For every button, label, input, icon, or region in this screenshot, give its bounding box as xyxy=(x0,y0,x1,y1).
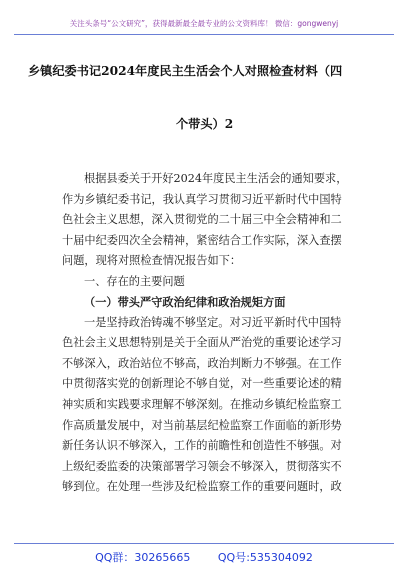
body-line: 上级纪委监委的决策部署学习领会不够深入，贯彻落实不 xyxy=(62,459,342,473)
subsection-heading: （一）带头严守政治纪律和政治规矩方面 xyxy=(84,295,286,310)
body-line: 十届中纪委四次全会精神，紧密结合工作实际，深入查摆 xyxy=(62,233,342,247)
footer-contact xyxy=(0,549,408,565)
header-banner: 关注头条号“公文研究”，获得最新最全最专业的公文资料库！ 微信：gongwenyj xyxy=(69,19,339,28)
section-heading: 一、存在的主要问题 xyxy=(84,274,185,288)
body-line: 新任务认识不够深入，工作的前瞻性和创造性不够强。对 xyxy=(62,439,342,453)
document-body xyxy=(62,169,362,498)
qq-group-text: QQ群：30265665 xyxy=(95,551,191,564)
document-title-line2: 个带头）2 xyxy=(176,117,234,131)
body-line: 够到位。在处理一些涉及纪检监察工作的重要问题时，政 xyxy=(62,480,342,494)
body-line: 作高质量发展中，对当前基层纪检监察工作面临的新形势 xyxy=(62,418,342,432)
footer-divider xyxy=(14,543,394,544)
body-line: 根据县委关于开好2024年度民主生活会的通知要求， xyxy=(84,172,348,185)
body-line: 问题，现将对照检查情况报告如下： xyxy=(62,254,242,268)
document-title-line1: 乡镇纪委书记2024年度民主生活会个人对照检查材料（四 xyxy=(28,64,343,78)
header-divider xyxy=(14,34,394,35)
body-line: 神实质和实践要求理解不够深刻。在推动乡镇纪检监察工 xyxy=(62,398,342,412)
body-line: 色社会主义思想，深入贯彻党的二十届三中全会精神和二 xyxy=(62,213,342,227)
body-line: 中贯彻落实党的创新理论不够自觉，对一些重要论述的精 xyxy=(62,377,342,391)
body-line: 色社会主义思想特别是关于全面从严治党的重要论述学习 xyxy=(62,336,342,350)
body-line: 一是坚持政治铸魂不够坚定。对习近平新时代中国特 xyxy=(84,315,342,329)
body-line: 作为乡镇纪委书记，我认真学习贯彻习近平新时代中国特 xyxy=(62,192,342,206)
qq-number-text: QQ号:535304092 xyxy=(217,551,313,564)
body-line: 不够深入，政治站位不够高，政治判断力不够强。在工作 xyxy=(62,356,342,370)
